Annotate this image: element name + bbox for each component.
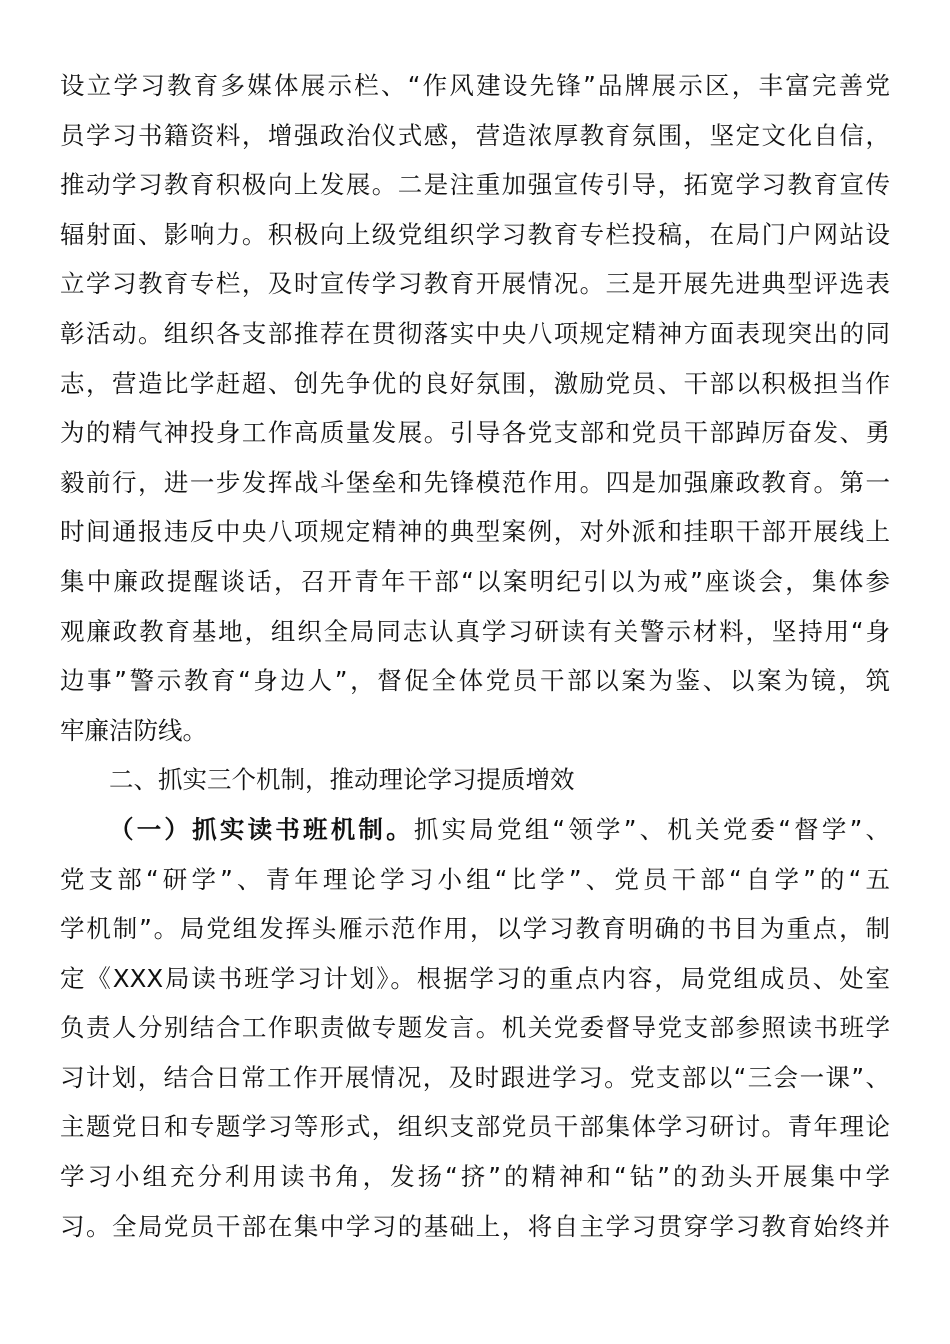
paragraph-line: 习计划，结合日常工作开展情况，及时跟进学习。党支部以“三会一课”、 xyxy=(60,1062,890,1092)
document-body xyxy=(60,61,890,1251)
paragraph-line: 为的精气神投身工作高质量发展。引导各党支部和党员干部踔厉奋发、勇 xyxy=(60,418,890,448)
paragraph-line: 主题党日和专题学习等形式，组织支部党员干部集体学习研讨。青年理论 xyxy=(60,1112,890,1142)
paragraph-line: 定《XXX局读书班学习计划》。根据学习的重点内容，局党组成员、处室 xyxy=(60,963,890,993)
paragraph-line: 辐射面、影响力。积极向上级党组织学习教育专栏投稿，在局门户网站设 xyxy=(60,219,890,249)
paragraph-line: 志，营造比学赶超、创先争优的良好氛围，激励党员、干部以积极担当作 xyxy=(60,368,890,398)
paragraph-line: 推动学习教育积极向上发展。二是注重加强宣传引导，拓宽学习教育宣传 xyxy=(60,170,890,200)
subsection-first-line xyxy=(60,805,890,855)
section-heading: 二、抓实三个机制，推动理论学习提质增效 xyxy=(109,765,575,795)
paragraph-line: 习。全局党员干部在集中学习的基础上，将自主学习贯穿学习教育始终并 xyxy=(60,1211,890,1241)
paragraph-line: 观廉政教育基地，组织全局同志认真学习研读有关警示材料，坚持用“身 xyxy=(60,616,890,646)
paragraph-line: 牢廉洁防线。 xyxy=(60,715,207,745)
paragraph-line: 设立学习教育多媒体展示栏、“作风建设先锋”品牌展示区，丰富完善党 xyxy=(60,71,890,100)
paragraph-line: 学机制”。局党组发挥头雁示范作用，以学习教育明确的书目为重点，制 xyxy=(60,914,890,944)
paragraph-line: 集中廉政提醒谈话，召开青年干部“以案明纪引以为戒”座谈会，集体参 xyxy=(60,566,890,596)
paragraph-line: 毅前行，进一步发挥战斗堡垒和先锋模范作用。四是加强廉政教育。第一 xyxy=(60,467,890,497)
paragraph-line: 彰活动。组织各支部推荐在贯彻落实中央八项规定精神方面表现突出的同 xyxy=(60,318,890,348)
paragraph-line: 边事”警示教育“身边人”，督促全体党员干部以案为鉴、以案为镜，筑 xyxy=(60,666,890,696)
paragraph-line: 时间通报违反中央八项规定精神的典型案例，对外派和挂职干部开展线上 xyxy=(60,517,890,547)
paragraph-line: 负责人分别结合工作职责做专题发言。机关党委督导党支部参照读书班学 xyxy=(60,1013,890,1043)
paragraph-line: 学习小组充分利用读书角，发扬“挤”的精神和“钻”的劲头开展集中学 xyxy=(60,1162,890,1192)
paragraph-line: 立学习教育专栏，及时宣传学习教育开展情况。三是开展先进典型评选表 xyxy=(60,269,890,299)
paragraph-line: 党支部“研学”、青年理论学习小组“比学”、党员干部“自学”的“五 xyxy=(60,864,890,894)
subsection-first-line-text: 抓实局党组“领学”、机关党委“督学”、 xyxy=(413,814,890,844)
subsection-title: （一）抓实读书班机制。 xyxy=(109,814,414,844)
paragraph-line: 员学习书籍资料，增强政治仪式感，营造浓厚教育氛围，坚定文化自信， xyxy=(60,120,890,150)
